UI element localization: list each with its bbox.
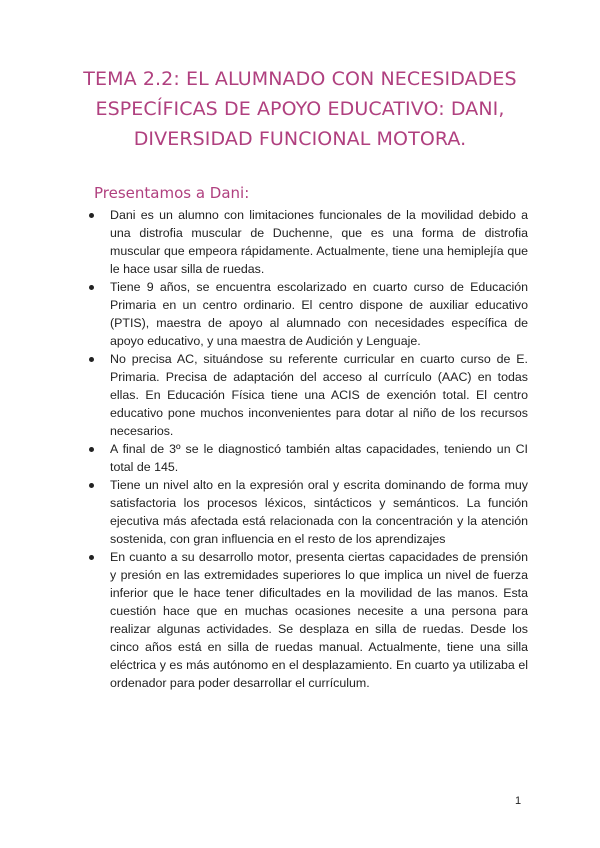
- bullet-icon: [89, 213, 94, 218]
- bullet-text: Tiene 9 años, se encuentra escolarizado en cuarto curso de Educación Primaria en un centro ordinario. El centro dispone de auxiliar educativo (PTIS), maestra de apoyo al alumnado con necesidades específica de apoyo educativo, y una maestra de Audición y Lenguaje.: [110, 280, 528, 348]
- bullet-item: [86, 548, 528, 692]
- bullet-text: Tiene un nivel alto en la expresión oral y escrita dominando de forma muy satisfactoria los procesos léxicos, sintácticos y semánticos. La función ejecutiva más afectada está relacionada con la concentración y la atención sostenida, con gran influencia en el resto de los aprendizajes: [110, 478, 528, 546]
- bullet-icon: [89, 357, 94, 362]
- bullet-icon: [89, 483, 94, 488]
- bullet-item: [86, 440, 528, 476]
- page-number: 1: [515, 795, 522, 807]
- bullet-item: [86, 278, 528, 350]
- bullet-icon: [89, 447, 94, 452]
- bullet-text: A final de 3º se le diagnosticó también altas capacidades, teniendo un CI total de 145.: [110, 442, 528, 474]
- bullet-text: No precisa AC, situándose su referente curricular en cuarto curso de E. Primaria. Precisa de adaptación del acceso al currículo (AAC) en todas ellas. En Educación Física tiene una ACIS de exención total. El centro educativo pone muchos inconvenientes para dotar al niño de los recursos necesarios.: [110, 352, 528, 438]
- document-title: TEMA 2.2: EL ALUMNADO CON NECESIDADES ESPECÍFICAS DE APOYO EDUCATIVO: DANI, DIVERSIDAD FUNCIONAL MOTORA.: [83, 68, 517, 150]
- bullet-text: En cuanto a su desarrollo motor, presenta ciertas capacidades de prensión y presión en las extremidades superiores lo que implica un nivel de fuerza inferior que le hace tener dificultades en la movilidad de las manos. Esta cuestión hace que en muchas ocasiones necesite a una persona para realizar algunas actividades. Se desplaza en silla de ruedas. Desde los cinco años está en silla de ruedas manual. Actualmente, tiene una silla eléctrica y es más autónomo en el desplazamiento. En cuarto ya utilizaba el ordenador para poder desarrollar el currículum.: [110, 550, 528, 690]
- bullet-list: [86, 206, 528, 692]
- bullet-item: [86, 206, 528, 278]
- bullet-text: Dani es un alumno con limitaciones funcionales de la movilidad debido a una distrofia muscular de Duchenne, que es una forma de distrofia muscular que empeora rápidamente. Actualmente, tiene una hemiplejía que le hace usar silla de ruedas.: [110, 208, 528, 276]
- section-heading: Presentamos a Dani:: [94, 184, 250, 202]
- bullet-icon: [89, 285, 94, 290]
- bullet-icon: [89, 555, 94, 560]
- bullet-item: [86, 476, 528, 548]
- bullet-item: [86, 350, 528, 440]
